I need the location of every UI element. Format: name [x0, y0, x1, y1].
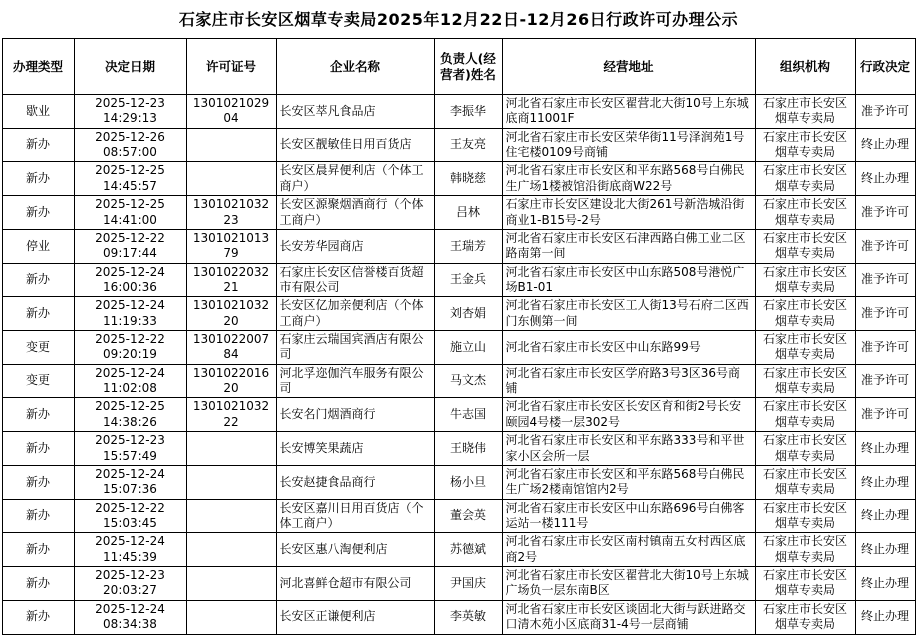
cell-company: 长安芳华园商店	[276, 229, 434, 263]
cell-date	[74, 364, 186, 398]
cell-org: 石家庄市长安区烟草专卖局	[755, 432, 855, 466]
cell-decision: 准予许可	[855, 95, 915, 129]
date-line: 2025-12-22	[95, 500, 165, 515]
time-line: 20:03:27	[103, 583, 157, 598]
cell-date	[74, 465, 186, 499]
table-row	[2, 398, 915, 432]
date-line: 2025-12-24	[95, 466, 165, 481]
cell-org: 石家庄市长安区烟草专卖局	[755, 364, 855, 398]
cell-address: 河北省石家庄市长安区谈固北大街与跃进路交口清木苑小区底商31-4号一层商铺	[502, 600, 755, 634]
table-row	[2, 128, 915, 162]
cell-decision: 终止办理	[855, 465, 915, 499]
cell-org: 石家庄市长安区烟草专卖局	[755, 567, 855, 601]
cell-date	[74, 567, 186, 601]
header-date: 决定日期	[74, 39, 186, 95]
cell-person: 王晓伟	[434, 432, 502, 466]
cell-decision: 准予许可	[855, 297, 915, 331]
cell-type: 新办	[2, 196, 74, 230]
table-row	[2, 465, 915, 499]
cell-address: 河北省石家庄市长安区翟营北大街10号上东城底商11001F	[502, 95, 755, 129]
cell-type: 停业	[2, 229, 74, 263]
time-line: 11:45:39	[103, 549, 157, 564]
date-line: 2025-12-25	[95, 399, 165, 414]
cell-date	[74, 600, 186, 634]
header-company: 企业名称	[276, 39, 434, 95]
date-line: 2025-12-24	[95, 601, 165, 616]
cell-org: 石家庄市长安区烟草专卖局	[755, 533, 855, 567]
time-line: 14:29:13	[103, 111, 157, 126]
table-row	[2, 162, 915, 196]
header-type: 办理类型	[2, 39, 74, 95]
header-decision: 行政决定	[855, 39, 915, 95]
date-line: 2025-12-24	[95, 264, 165, 279]
header-license: 许可证号	[186, 39, 276, 95]
cell-person: 牛志国	[434, 398, 502, 432]
cell-company: 长安名门烟酒商行	[276, 398, 434, 432]
cell-license	[186, 499, 276, 533]
cell-type: 变更	[2, 364, 74, 398]
cell-decision: 终止办理	[855, 600, 915, 634]
cell-address: 河北省石家庄市长安区石津西路白佛工业二区路南第一间	[502, 229, 755, 263]
cell-org: 石家庄市长安区烟草专卖局	[755, 600, 855, 634]
cell-org: 石家庄市长安区烟草专卖局	[755, 128, 855, 162]
cell-license: 130102103222	[186, 398, 276, 432]
cell-date	[74, 95, 186, 129]
date-line: 2025-12-22	[95, 332, 165, 347]
cell-decision: 准予许可	[855, 331, 915, 365]
cell-company: 长安区嘉川日用百货店（个体工商户）	[276, 499, 434, 533]
table-row	[2, 432, 915, 466]
date-line: 2025-12-25	[95, 163, 165, 178]
cell-person: 李英敏	[434, 600, 502, 634]
cell-decision: 终止办理	[855, 533, 915, 567]
cell-license: 130102203221	[186, 263, 276, 297]
cell-person: 苏德斌	[434, 533, 502, 567]
cell-license	[186, 465, 276, 499]
cell-date	[74, 229, 186, 263]
cell-address: 河北省石家庄市长安区学府路3号3区36号商铺	[502, 364, 755, 398]
cell-license	[186, 533, 276, 567]
cell-license: 130102201620	[186, 364, 276, 398]
cell-license	[186, 432, 276, 466]
cell-license: 130102103223	[186, 196, 276, 230]
cell-company: 长安区源聚烟酒商行（个体工商户）	[276, 196, 434, 230]
cell-org: 石家庄市长安区烟草专卖局	[755, 196, 855, 230]
cell-type: 新办	[2, 567, 74, 601]
cell-org: 石家庄市长安区烟草专卖局	[755, 162, 855, 196]
date-line: 2025-12-22	[95, 230, 165, 245]
table-row	[2, 499, 915, 533]
time-line: 15:57:49	[103, 448, 157, 463]
cell-address: 河北省石家庄市长安区荣华街11号泽润苑1号住宅楼0109号商铺	[502, 128, 755, 162]
header-org: 组织机构	[755, 39, 855, 95]
cell-type: 新办	[2, 600, 74, 634]
cell-address: 河北省石家庄市长安区和平东路568号白佛民生广场1楼被馆沿街底商W22号	[502, 162, 755, 196]
cell-date	[74, 128, 186, 162]
cell-license	[186, 162, 276, 196]
cell-decision: 准予许可	[855, 398, 915, 432]
cell-org: 石家庄市长安区烟草专卖局	[755, 297, 855, 331]
cell-company: 长安区惠八淘便利店	[276, 533, 434, 567]
cell-company: 长安区靓敏佳日用百货店	[276, 128, 434, 162]
table-header	[2, 39, 915, 95]
time-line: 11:19:33	[103, 313, 157, 328]
cell-person: 韩晓慈	[434, 162, 502, 196]
table-row	[2, 196, 915, 230]
cell-type: 新办	[2, 432, 74, 466]
time-line: 08:57:00	[103, 145, 157, 160]
cell-person: 尹国庆	[434, 567, 502, 601]
time-line: 15:03:45	[103, 515, 157, 530]
cell-company: 长安区晨昇便利店（个体工商户）	[276, 162, 434, 196]
cell-decision: 终止办理	[855, 162, 915, 196]
cell-date	[74, 499, 186, 533]
cell-company: 长安区正谦便利店	[276, 600, 434, 634]
permit-table	[2, 38, 916, 635]
cell-decision: 终止办理	[855, 128, 915, 162]
header-address: 经营地址	[502, 39, 755, 95]
cell-person: 王瑞芳	[434, 229, 502, 263]
cell-address: 河北省石家庄市长安区翟营北大街10号上东城广场负一层东南B区	[502, 567, 755, 601]
cell-person: 王金兵	[434, 263, 502, 297]
cell-date	[74, 398, 186, 432]
cell-license	[186, 128, 276, 162]
cell-license: 130102102904	[186, 95, 276, 129]
cell-date	[74, 331, 186, 365]
cell-decision: 终止办理	[855, 499, 915, 533]
cell-person: 李振华	[434, 95, 502, 129]
cell-org: 石家庄市长安区烟草专卖局	[755, 331, 855, 365]
cell-date	[74, 297, 186, 331]
cell-decision: 准予许可	[855, 229, 915, 263]
cell-address: 石家庄市长安区建设北大街261号新浩城沿街商业1-B15号-2号	[502, 196, 755, 230]
table-row	[2, 263, 915, 297]
time-line: 16:00:36	[103, 279, 157, 294]
cell-company: 长安赵捷食品商行	[276, 465, 434, 499]
date-line: 2025-12-23	[95, 568, 165, 583]
table-row	[2, 533, 915, 567]
cell-type: 变更	[2, 331, 74, 365]
cell-type: 新办	[2, 128, 74, 162]
cell-decision: 终止办理	[855, 432, 915, 466]
cell-license	[186, 567, 276, 601]
date-line: 2025-12-24	[95, 534, 165, 549]
cell-decision: 终止办理	[855, 567, 915, 601]
time-line: 14:45:57	[103, 178, 157, 193]
cell-person: 吕林	[434, 196, 502, 230]
date-line: 2025-12-25	[95, 197, 165, 212]
cell-decision: 准予许可	[855, 364, 915, 398]
header-row	[2, 39, 915, 95]
table-row	[2, 229, 915, 263]
cell-person: 刘杏娟	[434, 297, 502, 331]
cell-person: 杨小旦	[434, 465, 502, 499]
cell-person: 董会英	[434, 499, 502, 533]
time-line: 09:17:44	[103, 246, 157, 261]
time-line: 14:41:00	[103, 212, 157, 227]
cell-address: 河北省石家庄市长安区和平东路568号白佛民生广场2楼南馆馆内2号	[502, 465, 755, 499]
cell-company: 石家庄云瑞国宾酒店有限公司	[276, 331, 434, 365]
time-line: 11:02:08	[103, 381, 157, 396]
cell-address: 河北省石家庄市长安区中山东路696号白佛客运站一楼111号	[502, 499, 755, 533]
cell-type: 新办	[2, 465, 74, 499]
cell-date	[74, 162, 186, 196]
table-row	[2, 364, 915, 398]
cell-company: 长安博笑果蔬店	[276, 432, 434, 466]
date-line: 2025-12-23	[95, 433, 165, 448]
cell-company: 长安区萃凡食品店	[276, 95, 434, 129]
date-line: 2025-12-24	[95, 365, 165, 380]
cell-type: 新办	[2, 162, 74, 196]
date-line: 2025-12-26	[95, 129, 165, 144]
cell-org: 石家庄市长安区烟草专卖局	[755, 263, 855, 297]
cell-company: 河北孚迩伽汽车服务有限公司	[276, 364, 434, 398]
cell-org: 石家庄市长安区烟草专卖局	[755, 95, 855, 129]
cell-address: 河北省石家庄市长安区中山东路99号	[502, 331, 755, 365]
table-row	[2, 95, 915, 129]
cell-type: 新办	[2, 499, 74, 533]
cell-type: 歇业	[2, 95, 74, 129]
cell-type: 新办	[2, 398, 74, 432]
cell-org: 石家庄市长安区烟草专卖局	[755, 499, 855, 533]
cell-address: 河北省石家庄市长安区工人街13号石府二区西门东侧第一间	[502, 297, 755, 331]
date-line: 2025-12-23	[95, 96, 165, 110]
cell-decision: 准予许可	[855, 196, 915, 230]
cell-company: 石家庄长安区信誉楼百货超市有限公司	[276, 263, 434, 297]
cell-license: 130102103220	[186, 297, 276, 331]
table-body	[2, 95, 915, 635]
cell-date	[74, 432, 186, 466]
cell-address: 河北省石家庄市长安区和平东路333号和平世家小区会所一层	[502, 432, 755, 466]
time-line: 15:07:36	[103, 482, 157, 497]
cell-address: 河北省石家庄市长安区中山东路508号港悦广场B1-01	[502, 263, 755, 297]
cell-type: 新办	[2, 263, 74, 297]
header-person: 负责人(经营者)姓名	[434, 39, 502, 95]
cell-address: 河北省石家庄市长安区长安区育和街2号长安颐园4号楼一层302号	[502, 398, 755, 432]
cell-org: 石家庄市长安区烟草专卖局	[755, 229, 855, 263]
time-line: 08:34:38	[103, 617, 157, 632]
table-row	[2, 331, 915, 365]
time-line: 14:38:26	[103, 414, 157, 429]
cell-license	[186, 600, 276, 634]
cell-company: 河北喜鲜仓超市有限公司	[276, 567, 434, 601]
page-title: 石家庄市长安区烟草专卖局2025年12月22日-12月26日行政许可办理公示	[178, 10, 739, 29]
cell-org: 石家庄市长安区烟草专卖局	[755, 398, 855, 432]
cell-type: 新办	[2, 297, 74, 331]
cell-person: 王友亮	[434, 128, 502, 162]
time-line: 09:20:19	[103, 347, 157, 362]
cell-address: 河北省石家庄市长安区南村镇南五女村西区底商2号	[502, 533, 755, 567]
table-row	[2, 567, 915, 601]
cell-person: 施立山	[434, 331, 502, 365]
cell-org: 石家庄市长安区烟草专卖局	[755, 465, 855, 499]
cell-person: 马文杰	[434, 364, 502, 398]
date-line: 2025-12-24	[95, 298, 165, 313]
table-row	[2, 297, 915, 331]
cell-company: 长安区亿加亲便利店（个体工商户）	[276, 297, 434, 331]
cell-license: 130102200784	[186, 331, 276, 365]
cell-date	[74, 263, 186, 297]
table-row	[2, 600, 915, 634]
cell-decision: 准予许可	[855, 263, 915, 297]
cell-type: 新办	[2, 533, 74, 567]
cell-date	[74, 196, 186, 230]
cell-date	[74, 533, 186, 567]
cell-license: 130102101379	[186, 229, 276, 263]
